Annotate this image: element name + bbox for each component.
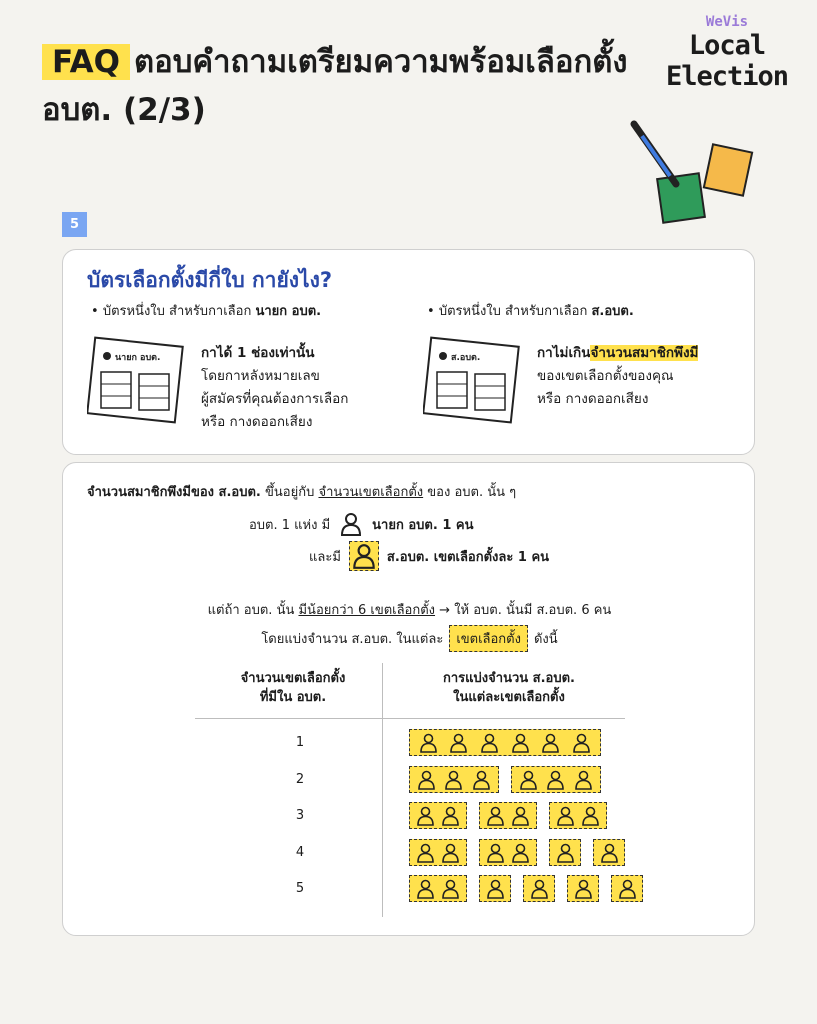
person-icon (555, 842, 576, 863)
person-icon (529, 878, 550, 899)
logo-line-2: Election (665, 61, 789, 92)
person-icon (448, 732, 469, 753)
bullet-member: • บัตรหนึ่งใบ สำหรับกาเลือก ส.อบต. (427, 304, 634, 319)
person-icon (440, 805, 461, 826)
member-group (409, 875, 467, 902)
member-group (409, 802, 467, 829)
member-group (479, 839, 537, 866)
member-count-card (62, 462, 755, 936)
member-group (409, 839, 467, 866)
person-icon (479, 732, 500, 753)
table-column-divider (382, 663, 383, 917)
zone-count-cell: 4 (295, 844, 305, 860)
zone-chip: เขตเลือกตั้ง (449, 625, 528, 652)
person-icon (415, 878, 436, 899)
person-icon (440, 842, 461, 863)
table-header-divider (195, 718, 625, 719)
person-icon (571, 732, 592, 753)
person-icon (338, 511, 364, 537)
person-icon (510, 732, 531, 753)
title-text: ตอบคำถามเตรียมความพร้อมเลือกตั้ง อบต. (2/3) (42, 44, 628, 128)
zone-count-cell: 1 (295, 735, 305, 750)
person-icon (440, 878, 461, 899)
member-group (549, 802, 607, 829)
person-icon (485, 878, 506, 899)
member-group (479, 802, 537, 829)
person-icon (573, 878, 594, 899)
member-rule: กาไม่เกินจำนวนสมาชิกพึงมี ของเขตเลือกตั้งของคุณ หรือ กางดออกเสียง (537, 345, 699, 407)
note-line-2: โดยแบ่งจำนวน ส.อบต. ในแต่ละ เขตเลือกตั้ง ดังนี้ (63, 625, 756, 652)
faq-label: FAQ (42, 44, 130, 80)
member-group (511, 766, 601, 793)
person-icon (471, 769, 492, 790)
svg-text:นายก อบต.: นายก อบต. (115, 353, 161, 363)
person-icon (555, 805, 576, 826)
logo-brand: WeVis (705, 14, 749, 30)
page-title (42, 38, 642, 134)
member-group (593, 839, 625, 866)
person-icon (617, 878, 638, 899)
person-icon (416, 769, 437, 790)
person-icon (485, 842, 506, 863)
ballot-question-card (62, 249, 755, 455)
member-group (611, 875, 643, 902)
member-group (549, 839, 581, 866)
person-icon (510, 842, 531, 863)
mayor-rule: กาได้ 1 ช่องเท่านั้น โดยกาหลังหมายเลข ผู้สมัครที่คุณต้องการเลือก หรือ กางดออกเสียง (201, 345, 349, 430)
mayor-ballot-icon (87, 336, 185, 424)
section-number-badge: 5 (62, 212, 87, 237)
person-icon (418, 732, 439, 753)
person-icon (580, 805, 601, 826)
person-icon-highlighted (349, 541, 379, 571)
person-icon (599, 842, 620, 863)
pen-and-paper-icon (628, 118, 758, 228)
mayor-count-line: อบต. 1 แห่ง มี นายก อบต. 1 คน (249, 511, 474, 537)
member-group (523, 875, 555, 902)
person-icon (415, 842, 436, 863)
table-header-allocation: การแบ่งจำนวน ส.อบต. ในแต่ละเขตเลือกตั้ง (443, 671, 575, 705)
member-group (479, 875, 511, 902)
question-title: บัตรเลือกตั้งมีกี่ใบ กายังไง? (87, 268, 333, 292)
bullet-mayor: • บัตรหนึ่งใบ สำหรับกาเลือก นายก อบต. (91, 304, 322, 319)
member-count-line: และมี ส.อบต. เขตเลือกตั้งละ 1 คน (309, 541, 549, 571)
member-group (409, 766, 499, 793)
zone-count-cell: 2 (295, 771, 305, 787)
person-icon (540, 732, 561, 753)
logo-line-1: Local (688, 30, 766, 61)
person-icon (415, 805, 436, 826)
person-icon (510, 805, 531, 826)
person-icon (518, 769, 539, 790)
local-election-logo (652, 14, 802, 92)
table-header-zones: จำนวนเขตเลือกตั้ง ที่มีใน อบต. (240, 671, 346, 705)
zone-count-cell: 3 (295, 808, 305, 823)
person-icon (545, 769, 566, 790)
intro-text: จำนวนสมาชิกพึงมีของ ส.อบต. ขึ้นอยู่กับ จำนวนเขตเลือกตั้ง ของ อบต. นั้น ๆ (87, 485, 517, 500)
person-icon (573, 769, 594, 790)
note-line-1: แต่ถ้า อบต. นั้น มีน้อยกว่า 6 เขตเลือกตั้ง → ให้ อบต. นั้นมี ส.อบต. 6 คน (207, 603, 612, 618)
member-ballot-icon (423, 336, 521, 424)
member-group (409, 729, 601, 756)
person-icon (485, 805, 506, 826)
svg-text:ส.อบต.: ส.อบต. (451, 353, 481, 363)
person-icon (443, 769, 464, 790)
member-group (567, 875, 599, 902)
zone-count-cell: 5 (295, 881, 305, 896)
